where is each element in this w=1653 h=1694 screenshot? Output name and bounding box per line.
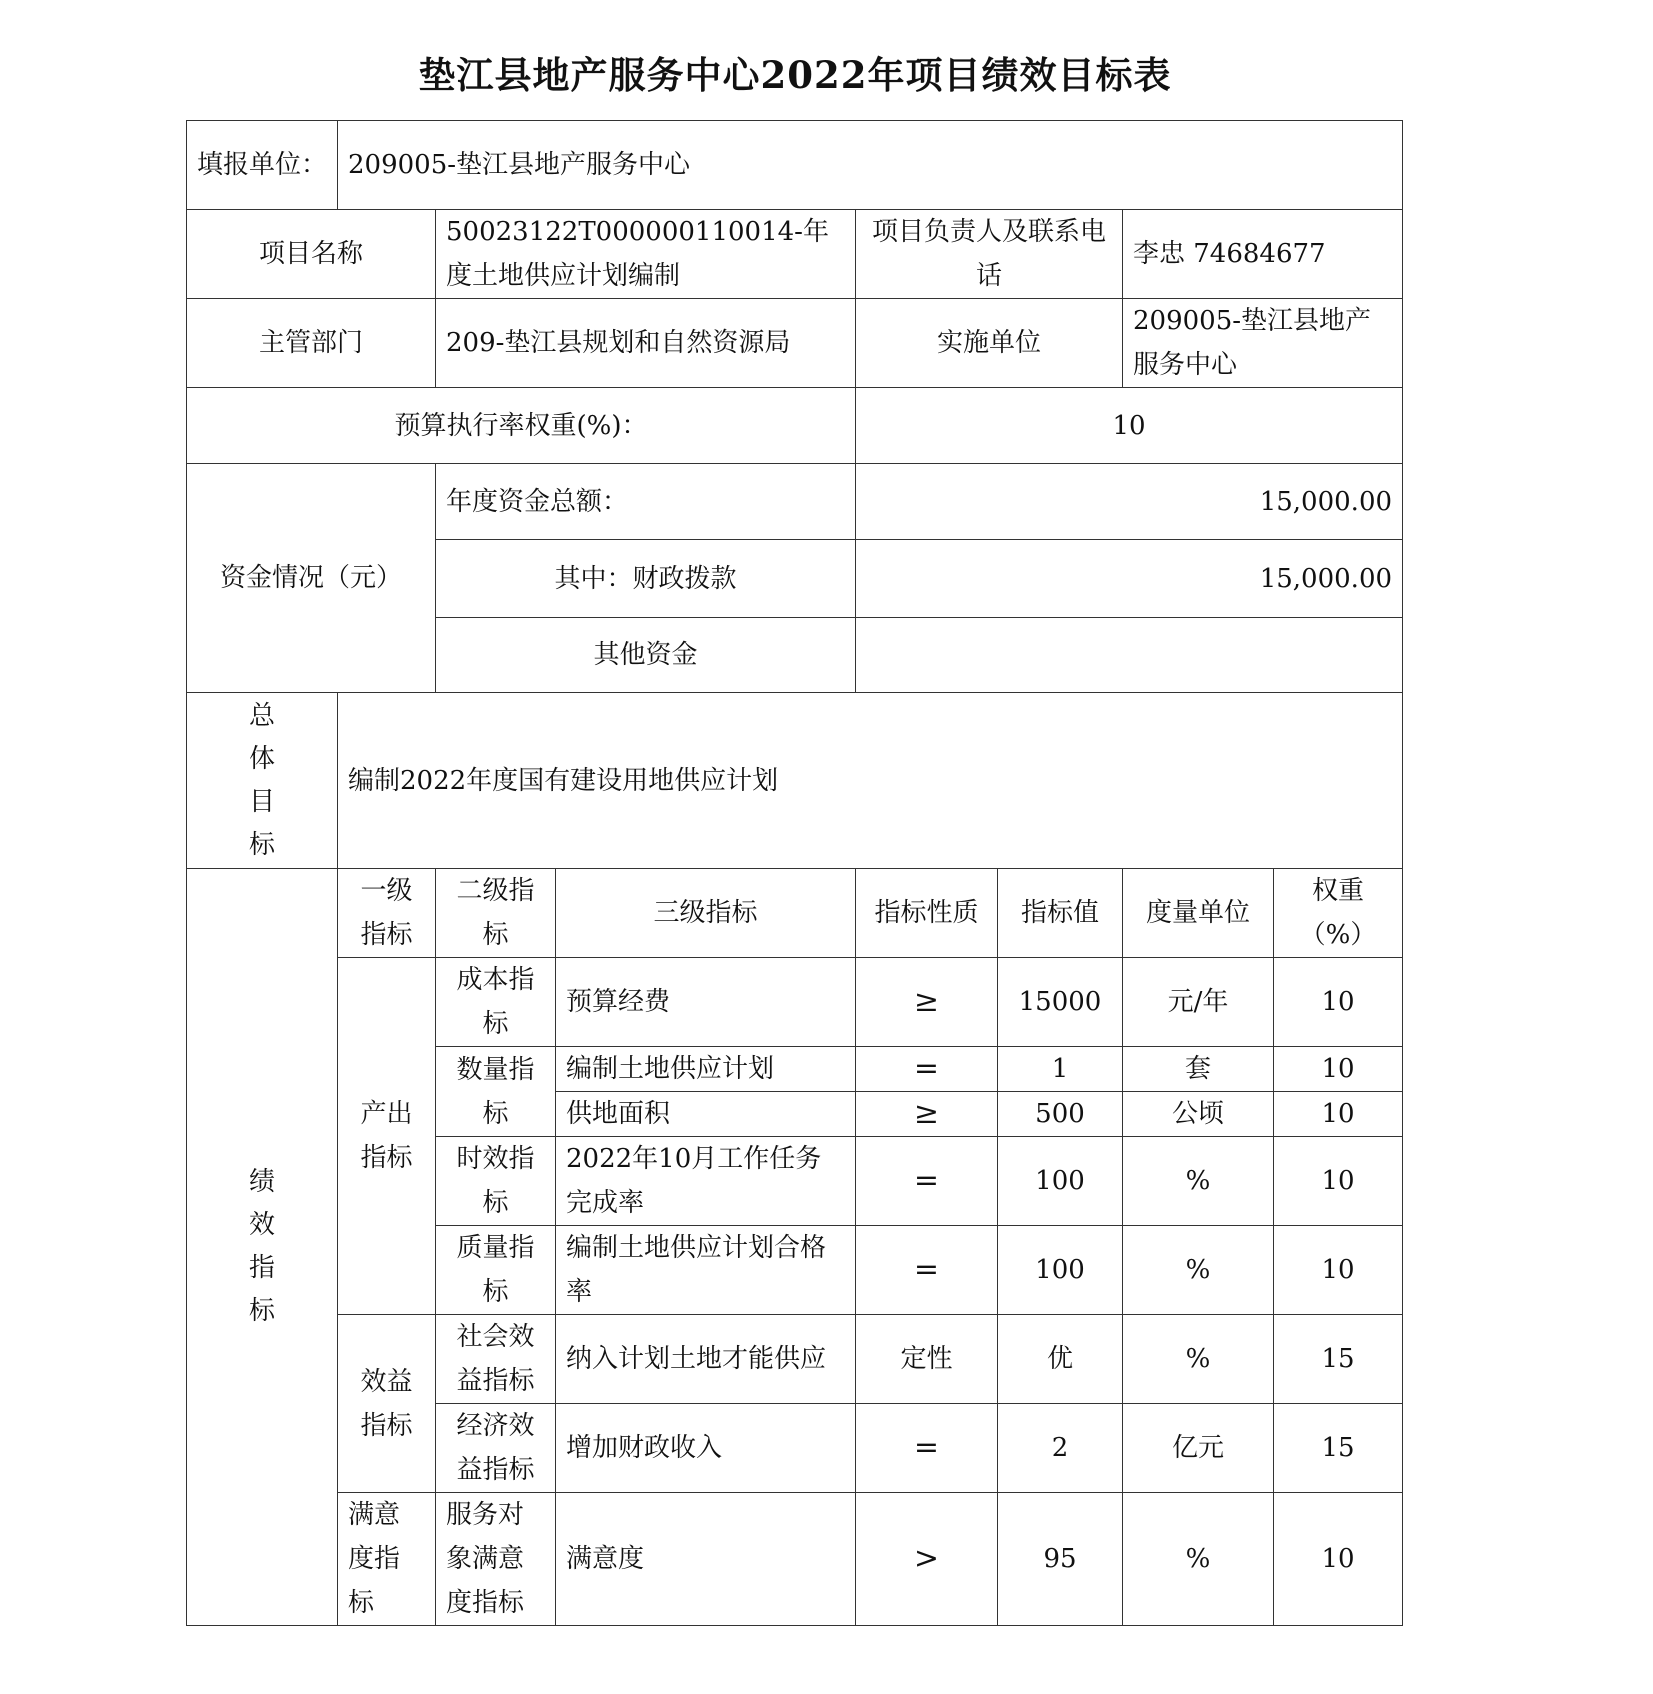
unit-cell: 公顷 — [1123, 1092, 1274, 1137]
budget-rate-value: 10 — [856, 388, 1403, 464]
level3-cell: 编制土地供应计划 — [556, 1047, 856, 1092]
table-row — [187, 1493, 1403, 1626]
funds-other-label: 其他资金 — [436, 618, 856, 693]
department-label: 主管部门 — [187, 299, 436, 388]
header-nature: 指标性质 — [856, 869, 998, 958]
level1-output: 产出指标 — [338, 958, 436, 1315]
level3-cell: 编制土地供应计划合格率 — [556, 1226, 856, 1315]
level2-social: 社会效益指标 — [436, 1315, 556, 1404]
level3-cell: 增加财政收入 — [556, 1404, 856, 1493]
project-name-value: 50023122T000000110014-年度土地供应计划编制 — [436, 210, 856, 299]
level2-timeliness: 时效指标 — [436, 1137, 556, 1226]
unit-cell: % — [1123, 1137, 1274, 1226]
reporter-value: 209005-垫江县地产服务中心 — [338, 121, 1403, 210]
value-cell: 优 — [998, 1315, 1123, 1404]
table-row — [187, 1315, 1403, 1404]
value-cell: 100 — [998, 1226, 1123, 1315]
nature-cell: 定性 — [856, 1315, 998, 1404]
goal-value: 编制2022年度国有建设用地供应计划 — [338, 693, 1403, 869]
weight-cell: 10 — [1274, 1226, 1403, 1315]
funds-fiscal-label: 其中：财政拨款 — [436, 540, 856, 618]
level2-economic: 经济效益指标 — [436, 1404, 556, 1493]
funds-fiscal-value: 15,000.00 — [856, 540, 1403, 618]
unit-cell: 元/年 — [1123, 958, 1274, 1047]
header-level1: 一级指标 — [338, 869, 436, 958]
funds-total-label: 年度资金总额： — [436, 464, 856, 540]
goal-label: 总体目标 — [187, 693, 338, 869]
table-row — [187, 958, 1403, 1047]
department-value: 209-垫江县规划和自然资源局 — [436, 299, 856, 388]
weight-cell: 10 — [1274, 1092, 1403, 1137]
value-cell: 500 — [998, 1092, 1123, 1137]
impl-unit-value: 209005-垫江县地产服务中心 — [1123, 299, 1403, 388]
nature-cell: = — [856, 1137, 998, 1226]
weight-cell: 10 — [1274, 1493, 1403, 1626]
funds-total-value: 15,000.00 — [856, 464, 1403, 540]
contact-label: 项目负责人及联系电话 — [856, 210, 1123, 299]
weight-cell: 10 — [1274, 958, 1403, 1047]
level2-quantity: 数量指标 — [436, 1047, 556, 1137]
value-cell: 2 — [998, 1404, 1123, 1493]
header-weight: 权重（%） — [1274, 869, 1403, 958]
contact-value: 李忠 74684677 — [1123, 210, 1403, 299]
weight-cell: 15 — [1274, 1404, 1403, 1493]
level3-cell: 预算经费 — [556, 958, 856, 1047]
nature-cell: ≥ — [856, 1092, 998, 1137]
unit-cell: 套 — [1123, 1047, 1274, 1092]
value-cell: 1 — [998, 1047, 1123, 1092]
header-level3: 三级指标 — [556, 869, 856, 958]
weight-cell: 15 — [1274, 1315, 1403, 1404]
nature-cell: = — [856, 1404, 998, 1493]
unit-cell: % — [1123, 1493, 1274, 1626]
value-cell: 15000 — [998, 958, 1123, 1047]
unit-cell: % — [1123, 1226, 1274, 1315]
funds-other-value — [856, 618, 1403, 693]
unit-cell: 亿元 — [1123, 1404, 1274, 1493]
nature-cell: = — [856, 1226, 998, 1315]
level3-cell: 纳入计划土地才能供应 — [556, 1315, 856, 1404]
project-name-label: 项目名称 — [187, 210, 436, 299]
budget-rate-label: 预算执行率权重(%)： — [187, 388, 856, 464]
value-cell: 95 — [998, 1493, 1123, 1626]
weight-cell: 10 — [1274, 1137, 1403, 1226]
level2-quality: 质量指标 — [436, 1226, 556, 1315]
page-title: 垫江县地产服务中心2022年项目绩效目标表 — [418, 53, 1172, 97]
reporter-label: 填报单位： — [187, 121, 338, 210]
header-value: 指标值 — [998, 869, 1123, 958]
level1-satisfaction: 满意度指标 — [338, 1493, 436, 1626]
unit-cell: % — [1123, 1315, 1274, 1404]
performance-label: 绩效指标 — [187, 869, 338, 1626]
funds-label: 资金情况（元） — [187, 464, 436, 693]
level3-cell: 2022年10月工作任务完成率 — [556, 1137, 856, 1226]
weight-cell: 10 — [1274, 1047, 1403, 1092]
header-unit: 度量单位 — [1123, 869, 1274, 958]
header-level2: 二级指标 — [436, 869, 556, 958]
value-cell: 100 — [998, 1137, 1123, 1226]
level3-cell: 满意度 — [556, 1493, 856, 1626]
performance-target-table — [186, 120, 1403, 1626]
level2-service-satisfaction: 服务对象满意度指标 — [436, 1493, 556, 1626]
impl-unit-label: 实施单位 — [856, 299, 1123, 388]
level3-cell: 供地面积 — [556, 1092, 856, 1137]
nature-cell: ≥ — [856, 958, 998, 1047]
level2-cost: 成本指标 — [436, 958, 556, 1047]
level1-benefit: 效益指标 — [338, 1315, 436, 1493]
nature-cell: = — [856, 1047, 998, 1092]
nature-cell: > — [856, 1493, 998, 1626]
